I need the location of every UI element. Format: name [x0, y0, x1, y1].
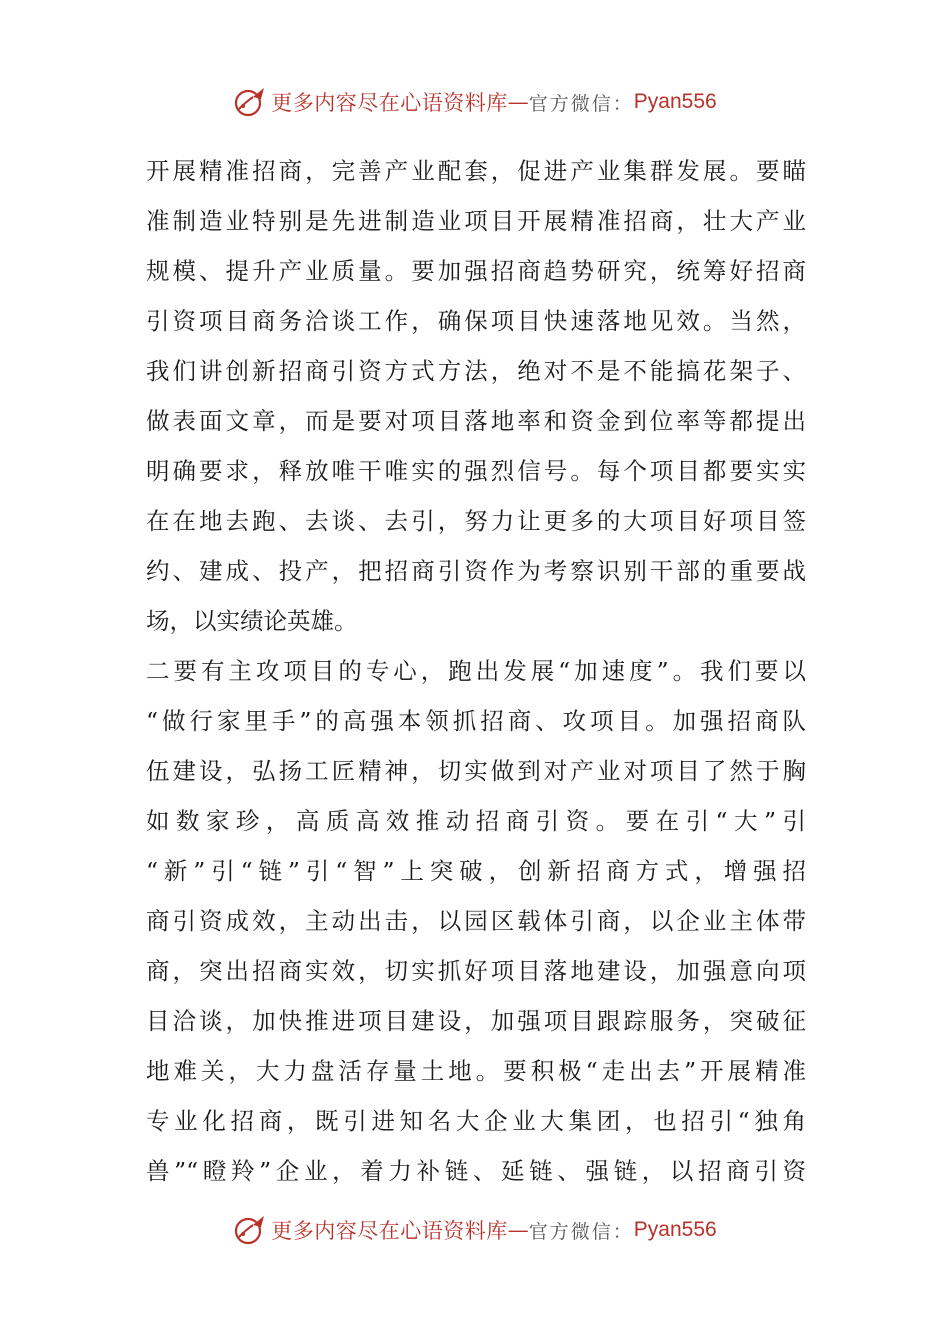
- body-line: 引资项目商务洽谈工作，确保项目快速落地见效。当然，: [146, 307, 806, 335]
- footer-wechat-label: 官方微信：: [528, 1220, 634, 1243]
- header-brand-text: 更多内容尽在心语资料库: [271, 91, 508, 115]
- body-line: “做行家里手”的高强本领抓招商、攻项目。加强招商队: [146, 707, 806, 735]
- pen-nib-logo-icon: [233, 1213, 267, 1247]
- body-line: 开展精准招商，完善产业配套，促进产业集群发展。要瞄: [146, 157, 806, 185]
- header-separator: —: [507, 90, 529, 114]
- body-line: 伍建设，弘扬工匠精神，切实做到对产业对项目了然于胸: [146, 757, 806, 785]
- pen-nib-logo-icon: [233, 85, 267, 119]
- body-line: 二要有主攻项目的专心，跑出发展“加速度”。我们要以: [146, 657, 806, 685]
- body-line: 商引资成效，主动出击，以园区载体引商，以企业主体带: [146, 907, 806, 935]
- footer-separator: —: [507, 1218, 529, 1242]
- header-wechat-label: 官方微信：: [528, 92, 634, 115]
- body-line: 专业化招商，既引进知名大企业大集团，也招引“独角: [146, 1107, 806, 1135]
- body-line: 约、建成、投产，把招商引资作为考察识别干部的重要战: [146, 557, 806, 585]
- footer-banner: [0, 1210, 950, 1250]
- body-line: 在在地去跑、去谈、去引，努力让更多的大项目好项目签: [146, 507, 806, 535]
- body-line: 地难关，大力盘活存量土地。要积极“走出去”开展精准: [146, 1057, 806, 1085]
- document-body: [146, 146, 806, 1196]
- body-line: 兽”“瞪羚”企业，着力补链、延链、强链，以招商引资: [146, 1157, 806, 1185]
- body-line: 明确要求，释放唯干唯实的强烈信号。每个项目都要实实: [146, 457, 806, 485]
- footer-brand-text: 更多内容尽在心语资料库: [271, 1219, 508, 1243]
- header-banner: [0, 82, 950, 122]
- body-line: 如数家珍，高质高效推动招商引资。要在引“大”引: [146, 807, 806, 835]
- body-line: 准制造业特别是先进制造业项目开展精准招商，壮大产业: [146, 207, 806, 235]
- body-line: “新”引“链”引“智”上突破，创新招商方式，增强招: [146, 857, 806, 885]
- body-line: 我们讲创新招商引资方式方法，绝对不是不能搞花架子、: [146, 357, 806, 385]
- footer-wechat-id: Pyan556: [633, 1218, 717, 1241]
- body-line: 商，突出招商实效，切实抓好项目落地建设，加强意向项: [146, 957, 806, 985]
- body-line: 规模、提升产业质量。要加强招商趋势研究，统筹好招商: [146, 257, 806, 285]
- body-line: 目洽谈，加快推进项目建设，加强项目跟踪服务，突破征: [146, 1007, 806, 1035]
- header-wechat-id: Pyan556: [633, 90, 717, 113]
- body-line: 做表面文章，而是要对项目落地率和资金到位率等都提出: [146, 407, 806, 435]
- body-line: 场，以实绩论英雄。: [146, 607, 358, 635]
